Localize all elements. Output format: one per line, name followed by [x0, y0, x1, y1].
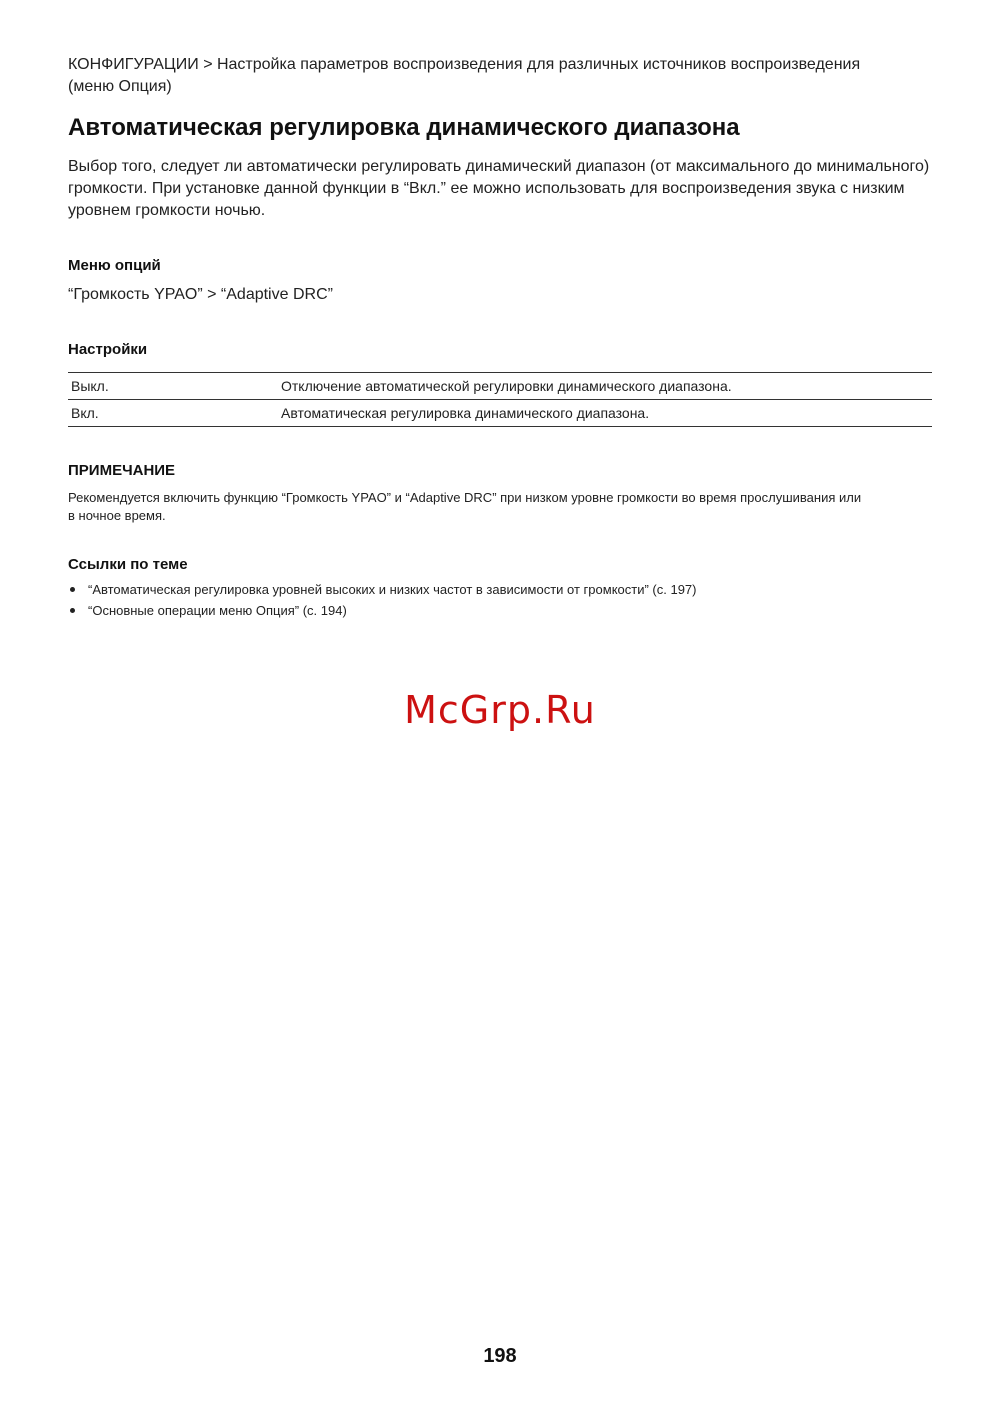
page-content — [68, 54, 932, 621]
related-link-text: “Автоматическая регулировка уровней высоких и низких частот в зависимости от громкости” (с. 197) — [88, 582, 697, 597]
bullet-icon — [70, 608, 75, 613]
description-text: Выбор того, следует ли автоматически регулировать динамический диапазон (от максимального до минимального) громкости. При установке данной функции в “Вкл.” ее можно использовать для воспроизведения звука с низким уровнем громкости ночью. — [68, 158, 930, 219]
table-row — [68, 373, 932, 400]
setting-name: Выкл. — [71, 378, 109, 394]
setting-description: Отключение автоматической регулировки динамического диапазона. — [281, 378, 732, 394]
option-menu-path: “Громкость YPAO” > “Adaptive DRC” — [68, 286, 333, 303]
table-row — [68, 400, 932, 427]
note-text: Рекомендуется включить функцию “Громкость YPAO” и “Adaptive DRC” при низком уровне громкости во время прослушивания или в ночное время. — [68, 490, 862, 523]
page-title: Автоматическая регулировка динамического диапазона — [68, 114, 740, 141]
settings-heading: Настройки — [68, 341, 148, 358]
related-link[interactable] — [68, 600, 932, 621]
watermark-text: McGrp.Ru — [404, 688, 596, 732]
option-menu-heading: Меню опций — [68, 257, 161, 274]
bullet-icon — [70, 587, 75, 592]
related-link[interactable] — [68, 579, 932, 600]
related-link-text: “Основные операции меню Опция” (с. 194) — [88, 603, 347, 618]
related-links-heading: Ссылки по теме — [68, 556, 188, 573]
page-number: 198 — [483, 1345, 517, 1367]
related-links-list — [68, 579, 932, 621]
note-heading: ПРИМЕЧАНИЕ — [68, 462, 176, 479]
setting-name: Вкл. — [71, 405, 99, 421]
breadcrumb: КОНФИГУРАЦИИ > Настройка параметров воспроизведения для различных источников воспроизведения (меню Опция) — [68, 56, 861, 95]
setting-description: Автоматическая регулировка динамического диапазона. — [281, 405, 650, 421]
settings-table — [68, 372, 932, 427]
